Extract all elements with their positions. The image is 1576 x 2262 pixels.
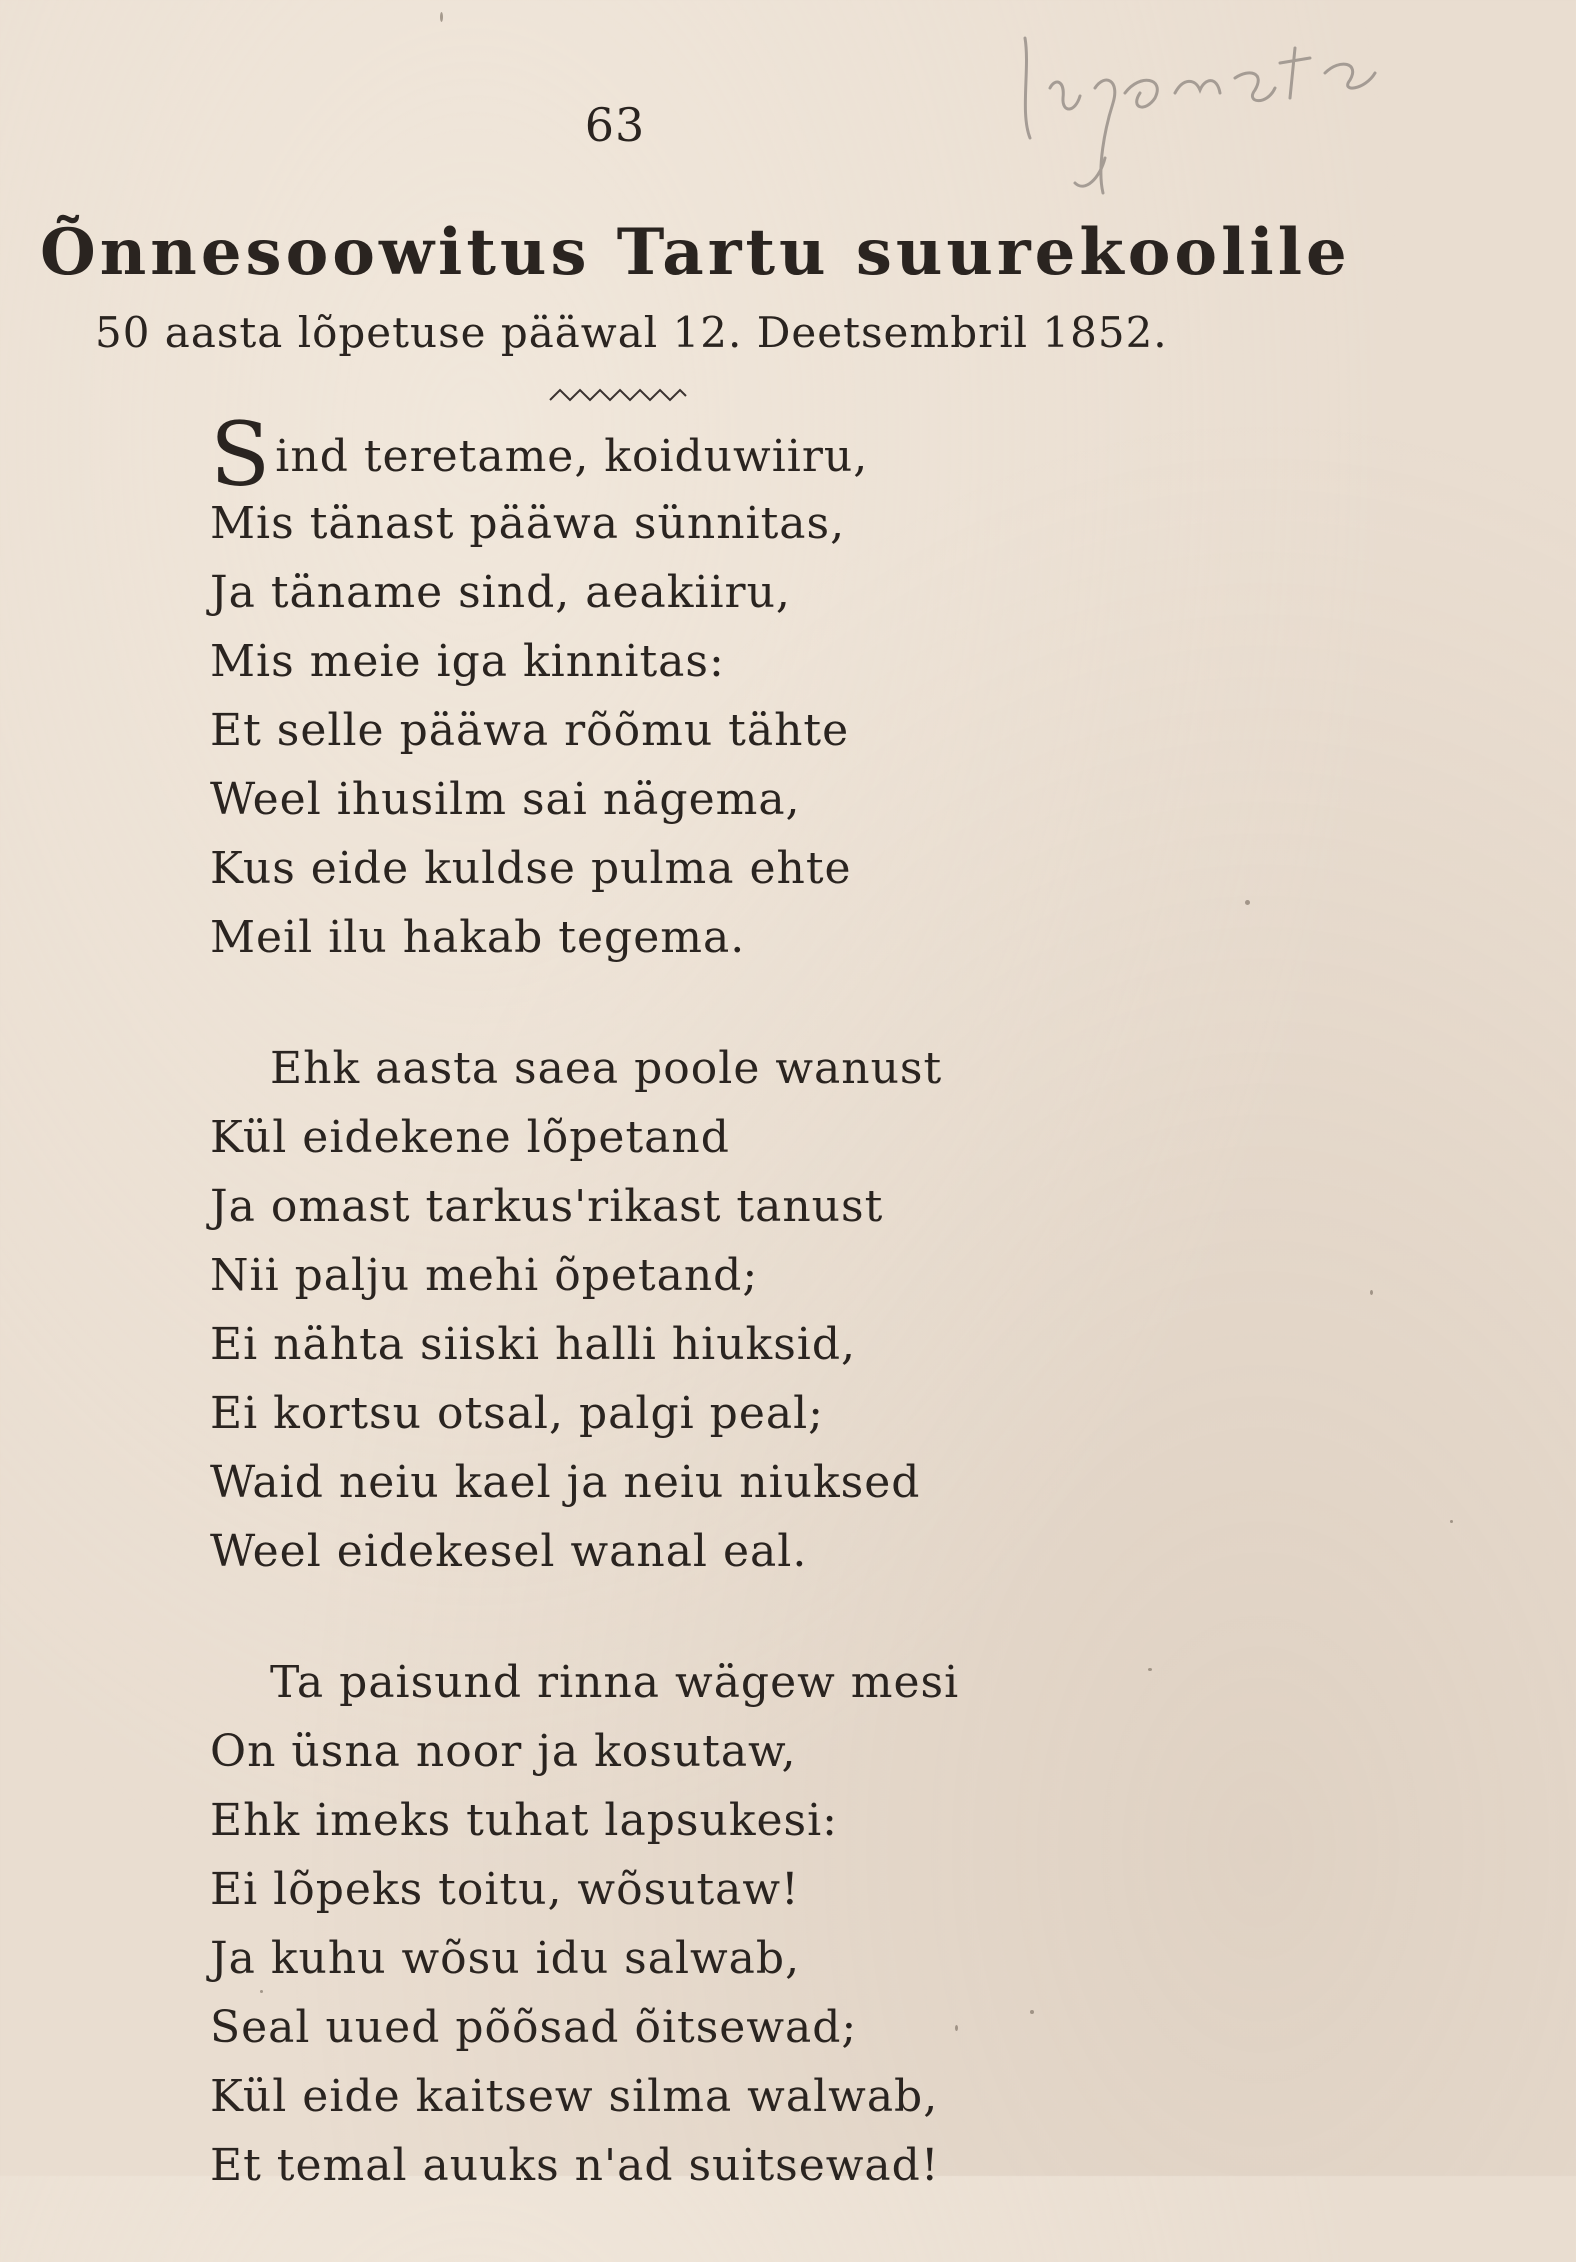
paper-speck (1148, 1668, 1152, 1671)
ornament-divider (548, 384, 688, 408)
drop-cap: S (210, 403, 272, 506)
poem-line: Ehk imeks tuhat lapsukesi: (210, 1795, 838, 1846)
poem-subtitle: 50 aasta lõpetuse pääwal 12. Deetsembril 1852. (95, 308, 1168, 357)
poem-line: Weel eidekesel wanal eal. (210, 1526, 808, 1577)
poem-line: Ja omast tarkus'rikast tanust (210, 1181, 884, 1232)
poem-title: Õnnesoowitus Tartu suurekoolile (40, 215, 1351, 290)
poem-line: Ta paisund rinna wägew mesi (270, 1657, 960, 1708)
poem-line: On üsna noor ja kosutaw, (210, 1726, 797, 1777)
poem-line: Et selle pääwa rõõmu tähte (210, 705, 850, 756)
poem-line: Ja täname sind, aeakiiru, (210, 567, 791, 618)
poem-line: Waid neiu kael ja neiu niuksed (210, 1457, 921, 1508)
poem-line: Ei kortsu otsal, palgi peal; (210, 1388, 825, 1439)
paper-speck (1030, 2010, 1034, 2014)
poem-line: Weel ihusilm sai nägema, (210, 774, 801, 825)
paper-speck (1450, 1520, 1453, 1523)
poem-line: Kus eide kuldse pulma ehte (210, 843, 852, 894)
poem-line: Et temal auuks n'ad suitsewad! (210, 2140, 940, 2191)
stanza-3 (210, 1648, 1210, 2200)
paper-speck (260, 1990, 263, 1993)
poem-line (210, 403, 1210, 506)
poem-line: Kül eide kaitsew silma walwab, (210, 2071, 939, 2122)
poem-line: Nii palju mehi õpetand; (210, 1250, 759, 1301)
poem-line: Ehk aasta saea poole wanust (270, 1043, 943, 1094)
stanza-2 (210, 1034, 1210, 1586)
pencil-annotation (1005, 18, 1425, 208)
poem-line-text: ind teretame, koiduwiiru, (275, 431, 869, 482)
poem-line: Ei lõpeks toitu, wõsutaw! (210, 1864, 800, 1915)
page-number: 63 (584, 98, 646, 152)
poem-line: Meil ilu hakab tegema. (210, 912, 746, 963)
stanza-1 (210, 403, 1210, 972)
paper-speck (1245, 900, 1250, 905)
poem-line: Seal uued põõsad õitsewad; (210, 2002, 858, 2053)
paper-speck (440, 12, 443, 22)
poem-line: Ei nähta siiski halli hiuksid, (210, 1319, 856, 1370)
poem-line: Kül eidekene lõpetand (210, 1112, 730, 1163)
poem-body (210, 403, 1210, 2262)
poem-line: Mis tänast pääwa sünnitas, (210, 498, 846, 549)
poem-line: Mis meie iga kinnitas: (210, 636, 725, 687)
poem-line: Ja kuhu wõsu idu salwab, (210, 1933, 801, 1984)
paper-speck (1370, 1290, 1373, 1295)
paper-speck (955, 2025, 958, 2031)
